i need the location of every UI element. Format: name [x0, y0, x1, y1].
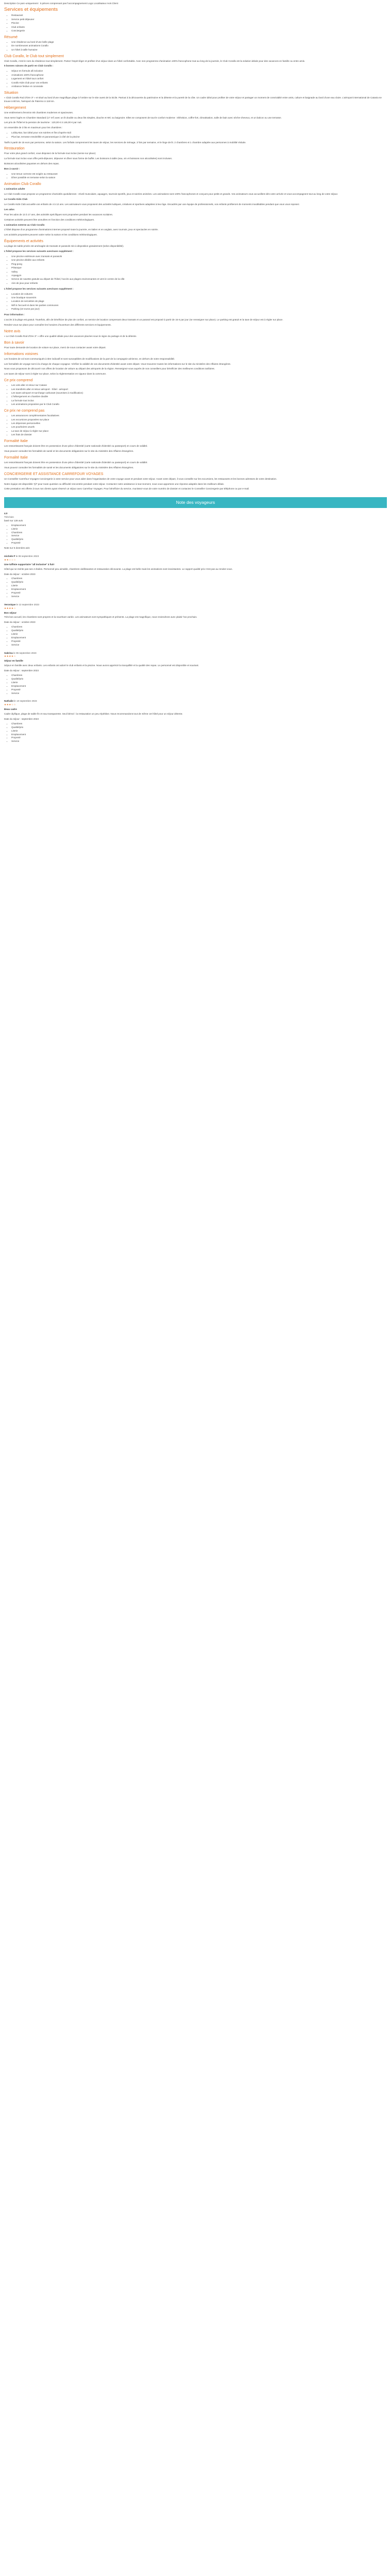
review-rating: ★★☆☆☆: [4, 558, 17, 561]
resume-list: [11, 41, 387, 52]
equipements-list-b: [11, 293, 387, 311]
list-item: • Propreté: [11, 688, 387, 692]
hebergement-title: Hébergement: [4, 106, 26, 110]
list-item: • Une résidence au bord d'une belle plage: [11, 41, 387, 44]
review-stay-date: Date du séjour : octobre 2023: [4, 621, 36, 624]
notre-avis-title: Notre avis: [4, 329, 21, 333]
list-item: • Qualité/prix: [11, 629, 387, 633]
list-item: • Restaurant: [11, 14, 387, 18]
list-item: • Location de serviettes de plage: [11, 300, 387, 303]
notes-header: Note des voyageurs: [4, 497, 387, 508]
review-body: Cadre idyllique, plage de sable fin et eau transparente. Seul bémol : la restauration un peu répétitive. Nous recommandons tout de même cet hôtel pour un séjour détente.: [4, 713, 183, 716]
summary-count: basé sur 128 avis: [4, 519, 23, 522]
animation-ados-label: Les ados: [4, 208, 14, 211]
restauration-list: [11, 173, 387, 180]
list-item: • Literie: [11, 528, 387, 531]
list-item: • Literie: [11, 584, 387, 588]
restauration-title: Restauration: [4, 147, 25, 151]
prix-ne-comprend-list: [11, 414, 387, 437]
list-item: • Chambres: [11, 722, 387, 726]
bon-a-savoir-text: Pour toute demande de location de voiture sur place, merci de nous contacter avant votre départ.: [4, 346, 106, 349]
review-item: [4, 700, 387, 743]
review-author: Veronique: [4, 603, 16, 606]
list-item: • Aire de jeux pour enfants: [11, 282, 387, 285]
review-item: [4, 555, 387, 599]
prix-ne-comprend-title: Ce prix ne comprend pas: [4, 409, 45, 413]
review-criteria: [11, 722, 387, 743]
services-title: Services et équipements: [4, 6, 58, 12]
restauration-text-3: Boissons alcoolisées payantes en dehors des repas.: [4, 162, 59, 165]
list-item: • Service: [11, 740, 387, 743]
list-item: • Les taxes aéroport et surcharge carburant (soumises à modification): [11, 392, 387, 395]
list-item: • Propreté: [11, 640, 387, 643]
review-date: le 08 septembre 2023: [15, 555, 39, 557]
list-item: • Une boutique souvenirs: [11, 296, 387, 300]
review-rating: ★★★★☆: [4, 655, 17, 658]
equipements-list-a: [11, 255, 387, 285]
notes-section: [4, 497, 387, 743]
prix-comprend-list: [11, 384, 387, 406]
list-item: • Plus bar, terrasse ensoleillée et panoramique à côté de la piscine: [11, 135, 387, 139]
list-item: • Une piscine dédiée aux enfants: [11, 259, 387, 262]
list-item: • Séjour en formule all inclusive: [11, 70, 387, 73]
list-item: • Lobby-Bar, bar idéal pour vos soirées et fins d'après-midi: [11, 131, 387, 135]
notes-summary: [4, 512, 387, 550]
pour-information-title: Pour information :: [4, 313, 25, 316]
review-criteria: [11, 674, 387, 695]
list-item: • Literie: [11, 681, 387, 685]
hebergement-text-3: Les prix de l'hôtel et la pension de tourisme : 120,00 € à 146,00 € par nuit.: [4, 121, 82, 124]
list-item: • Piscine: [11, 22, 387, 25]
animation-ext-text-1: L'hôtel dispose d'un programme d'animations internes proposé toute la journée, en italien et en anglais, avec tournois, jeux et spectacles en soirée.: [4, 228, 159, 231]
review-title: Une tuffmie supportaire "all inclusive" à fuir!: [4, 563, 55, 566]
list-item: • Les pourboires usuels: [11, 426, 387, 429]
restauration-text-1: Pour votre plus grand confort, vous disposez de la formule tout inclus (servie sur place): [4, 152, 96, 155]
animation-ext-label: L'animation externe au Club Corallo: [4, 223, 45, 226]
review-body: Séjour en famille avec deux enfants. Les enfants ont adoré le club enfants et la piscine. Nous avons apprécié la tranquillité et la qualité des repas. Le personnel est disponible et souriant.: [4, 664, 199, 667]
conciergerie-text-2: Notre équipe est disponible 7j/7 pour toute question ou difficulté rencontrée pendant votre séjour. Contactez notre assistance à tout moment, nous vous apportons une réponse adaptée dans les meilleurs délais.: [4, 482, 224, 485]
informations-text-2: Les formalités de voyage sont à la charge de chaque voyageur. Vérifiez la validité de vos documents d'identité avant votre départ. Vous trouverez toutes les informations sur le site du ministère des Affaires étrangères.: [4, 362, 231, 365]
list-item: • Une tenue correcte est exigée au restaurant: [11, 173, 387, 176]
informations-text-4: Les taxes de séjour sont à régler sur place, selon la réglementation en vigueur dans la commune.: [4, 372, 107, 376]
list-item: • Emplacement: [11, 588, 387, 591]
review-body: Très bon accueil, les chambres sont propres et la nourriture variée. Les animateurs sont sympathiques et présents. La plage est magnifique, nous reviendrons avec plaisir l'an prochain.: [4, 616, 198, 619]
list-item: • Ping-pong: [11, 263, 387, 266]
animation-ados-text: Pour les ados de 13 à 17 ans, des activités spécifiques sont proposées pendant les vacances scolaires.: [4, 213, 113, 216]
summary-note: Note sur 5 données avis: [4, 547, 30, 550]
review-stay-date: Date du séjour : octobre 2023: [4, 572, 36, 575]
list-item: • Qualité/prix: [11, 581, 387, 584]
list-item: • Dîner possible en terrasse selon la saison: [11, 176, 387, 180]
informations-text-3: Nous vous proposons de découvrir nos offres de location de voiture au départ des aéroports de la région. Renseignez-vous auprès de nos conseillers pour bénéficier des meilleures conditions tarifaires.: [4, 367, 215, 370]
formalite-title-2: Formalité Italie: [4, 455, 28, 460]
pour-information-text-1: L'accès à la plage est gratuit. Toutefois, afin de bénéficier de plus de confort, un service de location comprenant deux transats et un parasol est proposé à partir de 15 € par jour (se renseigner sur place). Le parking est gratuit et la taxe de séjour est à régler sur place.: [4, 318, 283, 321]
hebergement-list: [11, 131, 387, 139]
bon-a-savoir-title: Bon à savoir: [4, 341, 24, 345]
list-item: • La taxe de séjour à régler sur place: [11, 430, 387, 433]
informations-text-1: Les horaires de vol sont communiqués à titre indicatif et sont susceptibles de modifications de la part de la compagnie aérienne, en dehors de notre responsabilité.: [4, 357, 175, 360]
review-date: le 10 septembre 2023: [14, 700, 37, 703]
club-corallo-title: Club Corallo, le Club tout simplement: [4, 54, 64, 58]
list-item: • Literie: [11, 633, 387, 636]
review-title: Bon séjour: [4, 611, 17, 614]
list-item: • Les dépenses personnelles: [11, 422, 387, 426]
summary-label: Très bien: [4, 515, 14, 518]
hebergement-text-5: Tarifs à partir de 15 euro par personne, selon la saison. Les forfaits comprennent les taxes de séjour, les services de ménage, 3 fois par semaine, et le linge de lit. 2 chambres et 1 chambre adaptée aux personnes à mobilité réduite.: [4, 141, 247, 144]
list-item: • Emplacement: [11, 733, 387, 737]
list-item: • Les vols aller et retour sur Catane: [11, 384, 387, 387]
hebergement-text-4: Un ensemble de 3 lits en maximum pour les chambres :: [4, 126, 63, 129]
list-item: • Qualité/prix: [11, 538, 387, 541]
review-date: le 06 septembre 2023: [13, 651, 37, 654]
list-item: • Service: [11, 692, 387, 696]
list-item: • Aquagym: [11, 274, 387, 278]
equipements-label-b: L'hôtel propose les services suivants avec/sans supplément :: [4, 287, 74, 290]
list-item: • Propreté: [11, 591, 387, 595]
club-corallo-reasons-label: 5 bonnes raisons de partir en Club Corallo :: [4, 64, 54, 67]
animation-note: Certaines activités peuvent être annulées en fonction des conditions météorologiques.: [4, 218, 95, 221]
animation-kids-text: Le Corallo Kids Club accueille vos enfants de 4 à 12 ans. Les animateurs vous proposent des activités ludiques, créatives et sportives adaptées à leur âge. Encadrés par une équipe de professionnels, vos enfants profiteront de moments inoubliables pendant que vous vous reposez.: [4, 203, 300, 206]
informations-title: Informations voisines: [4, 352, 38, 356]
review-author: michele P: [4, 555, 15, 557]
list-item: • Service: [11, 643, 387, 647]
list-item: • La formule tout inclus: [11, 399, 387, 403]
list-item: • Conciergerie: [11, 29, 387, 33]
review-author: Sabrina: [4, 651, 13, 654]
list-item: • Pétanque: [11, 266, 387, 270]
list-item: • Un hôtel à taille humaine: [11, 48, 387, 52]
review-item: [4, 652, 387, 696]
list-item: • Parking (10 euros par jour): [11, 308, 387, 311]
list-item: • Les animations proposées par le Club Corallo: [11, 403, 387, 406]
list-item: • De nombreuses animations Corallo: [11, 44, 387, 48]
review-criteria: [11, 577, 387, 598]
list-item: • Service petit déjeuner: [11, 18, 387, 22]
list-item: • Wifi à l'accueil et dans les parties communes: [11, 304, 387, 308]
review-stay-date: Date du séjour : septembre 2023: [4, 669, 39, 672]
list-item: • Les excursions proposées sur place: [11, 418, 387, 422]
review-stay-date: Date du séjour : septembre 2023: [4, 717, 39, 720]
list-item: • Animations 100% francophone: [11, 74, 387, 77]
animation-kids-label: Le Corallo Kids Club: [4, 198, 28, 201]
list-item: • Ambiance festive et conviviale: [11, 85, 387, 89]
list-item: • Service: [11, 595, 387, 599]
list-item: • Club enfants: [11, 26, 387, 29]
list-item: • Service: [11, 534, 387, 538]
review-date: le 13 septembre 2023: [16, 603, 39, 606]
list-item: • Literie: [11, 730, 387, 733]
list-item: • Corallo Kids Club pour vos enfants: [11, 81, 387, 85]
conciergerie-text-3: Cette prestation est offerte à tous nos clients ayant réservé un séjour avec Carrefour Voyages. Pour bénéficier du service, munissez-vous de votre numéro de dossier et contactez le Conseiller Conciergerie par téléphone ou par e-mail.: [4, 487, 250, 490]
list-item: • L'hébergement en chambre double: [11, 395, 387, 399]
formalite-text-1: Les ressortissants français doivent être en possession d'une pièce d'identité (carte nationale d'identité ou passeport) en cours de validité.: [4, 445, 148, 448]
equipements-label-a: L'hôtel propose les services suivants avec/sans supplément :: [4, 250, 74, 253]
formalite-text-2: Vous pouvez consulter les formalités de santé et les documents obligatoires sur le site du ministère des Affaires étrangères.: [4, 449, 134, 452]
conciergerie-title: CONCIERGERIE ET ASSISTANCE CARREFOUR VOYAGES: [4, 472, 104, 476]
list-item: • Les frais de dossier: [11, 433, 387, 437]
list-item: • Les assurances complémentaires facultatives: [11, 414, 387, 418]
list-item: • Emplacement: [11, 636, 387, 640]
hebergement-text-2: Vous serez logés en Chambre Standard (17 m²) avec un lit double ou deux lits simples, douche et WC ou baignoire. Elles se composent de tout le confort moderne : télévision, coffre-fort, climatisation, salle de bain avec sèche-cheveux, et un balcon ou une terrasse.: [4, 116, 282, 119]
list-item: • Qualité/prix: [11, 677, 387, 681]
list-item: • Emplacement: [11, 685, 387, 688]
list-item: • Chambres: [11, 577, 387, 581]
page: [0, 0, 391, 753]
formalite-2-text-1: Les ressortissants français doivent être en possession d'une pièce d'identité (carte nationale d'identité ou passeport) en cours de validité.: [4, 461, 148, 464]
review-item: [4, 603, 387, 647]
equipements-text: La plage de sable privée est aménagée de transats et parasols mis à disposition gratuitement (selon disponibilité).: [4, 245, 124, 248]
list-item: • Chambres: [11, 674, 387, 677]
list-item: • Chambres: [11, 625, 387, 629]
services-list: [11, 14, 387, 32]
notre-avis-text: « Le Club Corallo Rod d'Ore 3* » offre une qualité idéale pour des vacances placées sous le signe du partage et de la détente.: [4, 334, 137, 337]
animation-adult-label: L'animation adulte: [4, 188, 25, 191]
resume-title: Résumé: [4, 35, 18, 39]
review-criteria: [11, 625, 387, 647]
equipements-title: Équipements et activités: [4, 240, 43, 244]
description-line: Description Ce parc-uniquement : 5 pièces comprenant pas l'accompagnement Logo Localisateur Avis Client: [4, 2, 118, 5]
restauration-text-2: La formule tout inclus vous offre petit-déjeuner, déjeuner et dîner sous forme de buffet. Les boissons à table (eau, vin et boissons non alcoolisées) sont incluses.: [4, 157, 172, 160]
list-item: • Propreté: [11, 541, 387, 545]
formalite-title: Formalité Italie: [4, 439, 28, 443]
hebergement-text-1: Une entièrement d'environ 80 chambres modernes et spacieuses.: [4, 111, 73, 114]
review-title: Séjour en famille: [4, 659, 23, 663]
conciergerie-text-1: Un Conseiller Carrefour Voyages Conciergerie à votre service pour vous aider dans l'organisation de votre voyage avant et pendant votre séjour. Avant votre départ, il vous conseille sur les excursions, les restaurants et les bonnes adresses de votre destination.: [4, 477, 277, 480]
summary-criteria: [11, 524, 387, 545]
list-item: • Les transferts aller et retour aéroport - hôtel - aéroport: [11, 388, 387, 392]
list-item: • Une piscine extérieure avec transats et parasols: [11, 255, 387, 259]
list-item: • Chambres: [11, 531, 387, 535]
club-corallo-text: Club Corallo, c'est le nom du résidence tout simplement. Partez l'esprit léger et profitez d'un séjour dans un hôtel confortable. Avec son programme d'animation 100% francophone tout au long de la journée, le Club Corallo est la solution idéale pour des vacances en famille ou entre amis.: [4, 59, 305, 62]
animation-title: Animation Club Corallo: [4, 182, 41, 187]
list-item: • Service de navette gratuite au départ de l'hôtel, l'accès aux plages environnantes et vers le centre de la ville: [11, 278, 387, 281]
restauration-bon-a-savoir: Bon à savoir :: [4, 167, 20, 171]
prix-comprend-title: Ce prix comprend: [4, 379, 33, 383]
review-title: Beau cadre: [4, 708, 17, 711]
list-item: • Propreté: [11, 736, 387, 740]
review-rating: ★★★☆☆: [4, 703, 17, 706]
situation-title: Situation: [4, 91, 19, 95]
animation-adult-text: Le Club Corallo vous propose un programme d'activités quotidiennes : réveil musculaire, aquagym, tournois sportifs, jeux et soirées animées. Les animations sont 100% francophones et conçues pour petits et grands. Vos animateurs vous accueillent dès votre arrivée et vous accompagnent tout au long de votre séjour.: [4, 193, 338, 196]
animation-ext-text-2: Les activités proposées peuvent varier selon la saison et les conditions météorologiques.: [4, 233, 97, 236]
review-rating: ★★★★☆: [4, 606, 17, 609]
list-item: • Location de voitures: [11, 293, 387, 296]
review-body: Hôtel qui ne mérite pas ses 4 étoiles. Personnel peu aimable, chambres vieillissantes et restauration décevante. La plage est belle mais les animations sont inexistantes. Le rapport qualité prix n'est pas au rendez-vous.: [4, 567, 233, 570]
formalite-2-text-2: Vous pouvez consulter les formalités de santé et les documents obligatoires sur le site du ministère des Affaires étrangères.: [4, 466, 134, 469]
list-item: • Logement en hôtel tout confort: [11, 77, 387, 81]
situation-text: « Club Corallo Rod d'Ore 3* » et situé au bord d'une magnifique plage à l'ombre sur le site ouest de la Sicile. Partout à la découverte du patrimoine et la détente et la pureté de la côte. Un cadre idéal pour profiter de votre séjour et partager un moment de convivialité entre amis, culture et baignade au bord d'une eau claire. L'aéroport international de Catania se trouve à 80 km, l'aéroport de Palermo à 115 km.: [4, 96, 382, 103]
summary-score: 4.0: [4, 512, 8, 515]
pour-information-text-2: Rendez-vous sur place pour connaître les horaires d'ouverture des différents services et équipements.: [4, 323, 111, 326]
review-author: Nathalie: [4, 700, 13, 703]
list-item: • Qualité/prix: [11, 726, 387, 730]
list-item: • Volley: [11, 270, 387, 274]
list-item: • Emplacement: [11, 524, 387, 528]
club-corallo-reasons: [11, 70, 387, 88]
